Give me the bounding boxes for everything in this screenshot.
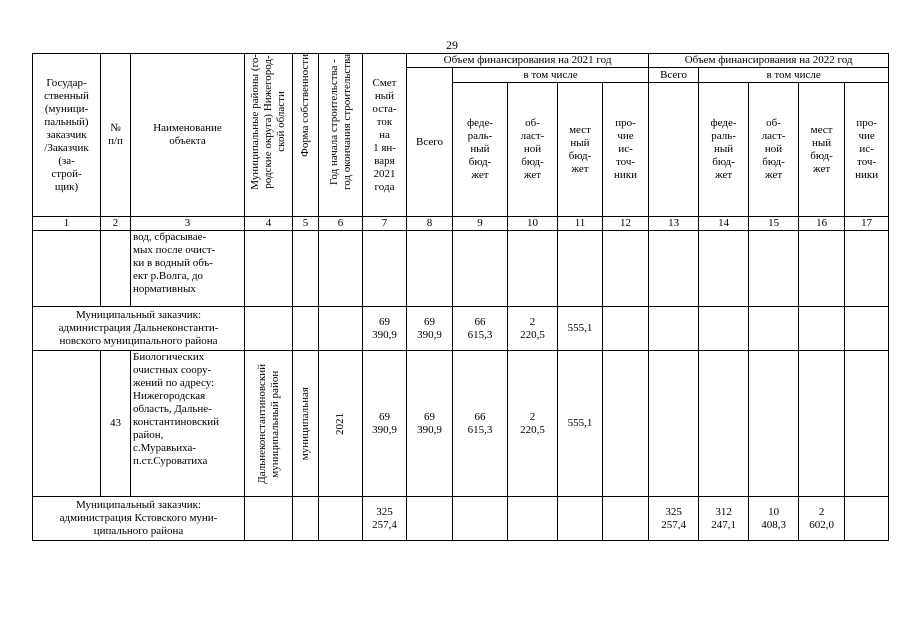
local-2021-value: 555,1 <box>558 307 603 351</box>
col-number: 12 <box>603 217 649 231</box>
local-2021-value: 555,1 <box>558 351 603 497</box>
years-cell <box>319 351 363 497</box>
col-number: 15 <box>749 217 799 231</box>
header-num: № п/п <box>101 54 131 217</box>
col-number: 13 <box>649 217 699 231</box>
row-number: 43 <box>101 351 131 497</box>
estimate-value: 69 390,9 <box>363 307 407 351</box>
col-number: 1 <box>33 217 101 231</box>
group-customer-label: Муниципальный заказчик: администрация Дальнеконстанти- новского муниципального района <box>33 307 245 351</box>
total-2021-value: 69 390,9 <box>407 307 453 351</box>
object-row-43 <box>33 351 889 497</box>
header-fin-2021: Объем финансирования на 2021 год <box>407 54 649 68</box>
col-number: 10 <box>508 217 558 231</box>
col-number: 11 <box>558 217 603 231</box>
header-incl-2022: в том числе <box>699 68 889 83</box>
estimate-value: 325 257,4 <box>363 497 407 541</box>
header-federal-2021: феде- раль- ный бюд- жет <box>453 83 508 217</box>
col-number: 7 <box>363 217 407 231</box>
col-number: 6 <box>319 217 363 231</box>
header-estimate: Смет ный оста- ток на 1 ян- варя 2021 года <box>363 54 407 217</box>
page-number: 29 <box>446 38 458 52</box>
estimate-value: 69 390,9 <box>363 351 407 497</box>
total-2021-value: 69 390,9 <box>407 351 453 497</box>
district-cell <box>245 351 293 497</box>
district-name: Дальнеконстантиновский муниципальный район <box>255 363 281 484</box>
header-other-2022: про- чие ис- точ- ники <box>845 83 889 217</box>
header-regional-2022: об- ласт- ной бюд- жет <box>749 83 799 217</box>
group-row-2 <box>33 497 889 541</box>
header-ownership: Форма собственности <box>299 54 311 157</box>
regional-2021-value: 2 220,5 <box>508 351 558 497</box>
group-row-1 <box>33 307 889 351</box>
header-years: Год начала строительства - год окончания строительства <box>327 54 353 190</box>
header-row-1 <box>33 54 889 68</box>
header-other-2021: про- чие ис- точ- ники <box>603 83 649 217</box>
column-number-row <box>33 217 889 231</box>
header-local-2022: мест ный бюд- жет <box>799 83 845 217</box>
federal-2021-value: 66 615,3 <box>453 351 508 497</box>
group-customer-label: Муниципальный заказчик: администрация Кстовского муни- ципального района <box>33 497 245 541</box>
col-number: 8 <box>407 217 453 231</box>
header-empty-2022 <box>649 83 699 217</box>
header-federal-2022: феде- раль- ный бюд- жет <box>699 83 749 217</box>
continuation-object: вод, сбрасывае- мых после очист- ки в водный объ- ект р.Волга, до нормативных <box>131 231 245 307</box>
header-total-2022: Всего <box>649 68 699 83</box>
federal-2021-value: 66 615,3 <box>453 307 508 351</box>
header-regional-2021: об- ласт- ной бюд- жет <box>508 83 558 217</box>
header-ownership-cell <box>293 54 319 217</box>
header-customer: Государ- ственный (муници- пальный) заказчик /Заказчик (за- строй- щик) <box>33 54 101 217</box>
object-name: Биологических очистных соору- жений по адресу: Нижегородская область, Дальне- константиновский район, с.Муравьиха- п.ст.Суроватиха <box>131 351 245 497</box>
col-number: 16 <box>799 217 845 231</box>
local-2022-value: 2 602,0 <box>799 497 845 541</box>
regional-2021-value: 2 220,5 <box>508 307 558 351</box>
col-number: 14 <box>699 217 749 231</box>
header-district-cell <box>245 54 293 217</box>
col-number: 5 <box>293 217 319 231</box>
federal-2022-value: 312 247,1 <box>699 497 749 541</box>
col-number: 2 <box>101 217 131 231</box>
header-district: Муниципальные районы (го- родские округа) Нижегород- ской области <box>249 54 287 190</box>
construction-years: 2021 <box>334 412 346 435</box>
ownership-cell <box>293 351 319 497</box>
col-number: 17 <box>845 217 889 231</box>
ownership-form: муниципальная <box>299 386 311 461</box>
financing-table <box>32 53 889 541</box>
col-number: 9 <box>453 217 508 231</box>
regional-2022-value: 10 408,3 <box>749 497 799 541</box>
header-fin-2022: Объем финансирования на 2022 год <box>649 54 889 68</box>
continuation-row <box>33 231 889 307</box>
header-total-2021: Всего <box>407 68 453 217</box>
header-local-2021: мест ный бюд- жет <box>558 83 603 217</box>
header-incl-2021: в том числе <box>453 68 649 83</box>
header-years-cell <box>319 54 363 217</box>
col-number: 3 <box>131 217 245 231</box>
header-object-name: Наименование объекта <box>131 54 245 217</box>
total-2022-value: 325 257,4 <box>649 497 699 541</box>
col-number: 4 <box>245 217 293 231</box>
